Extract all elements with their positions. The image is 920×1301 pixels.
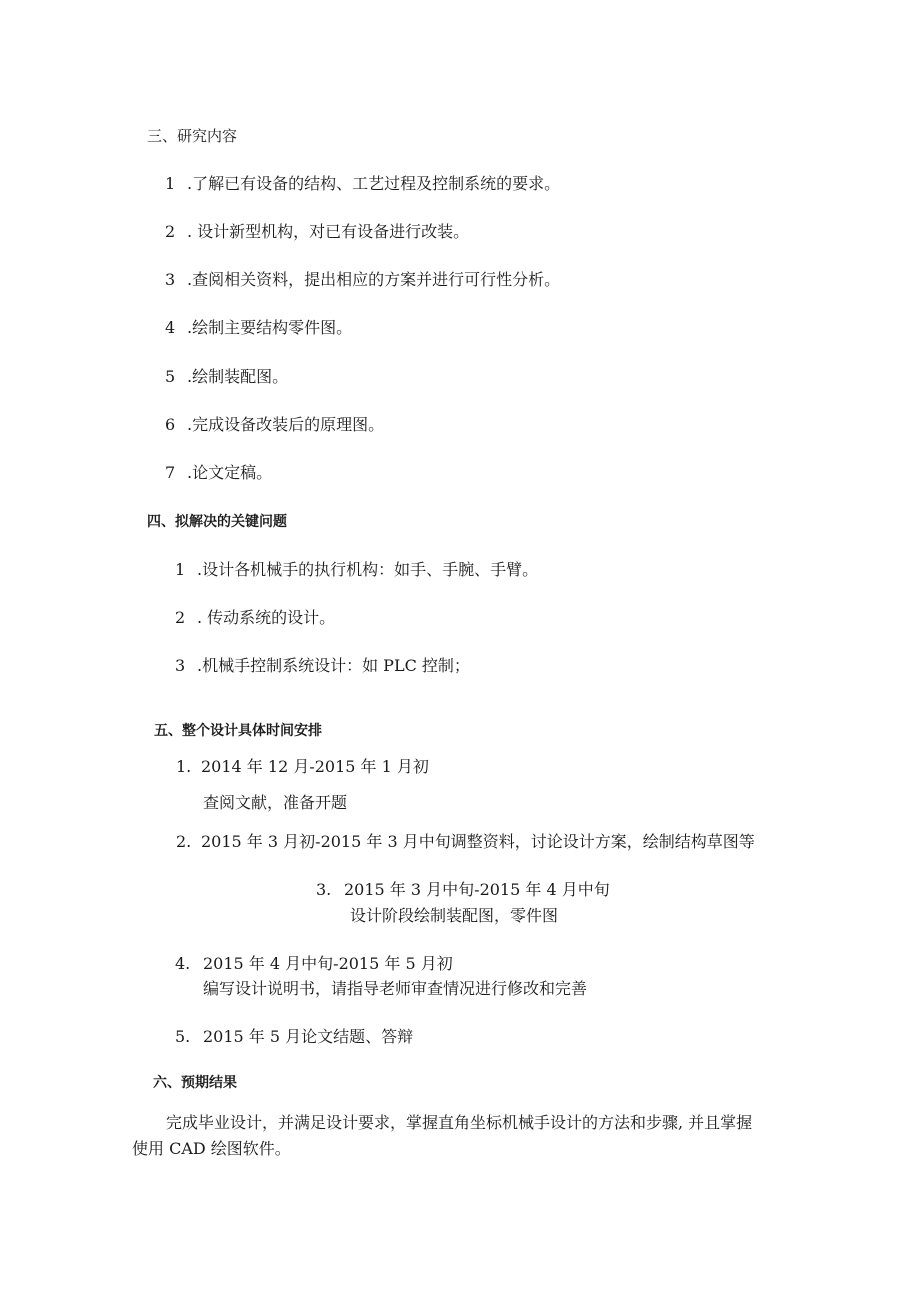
list-item — [165, 415, 384, 435]
list-item — [175, 656, 470, 676]
item-text: 2015 年 4 月中旬-2015 年 5 月初 — [203, 954, 453, 973]
section-6-heading: 六、预期结果 — [153, 1075, 237, 1091]
item-text: .查阅相关资料，提出相应的方案并进行可行性分析。 — [187, 270, 561, 289]
item-number: 1 — [175, 560, 186, 579]
schedule-item — [176, 757, 429, 777]
list-item — [165, 367, 288, 387]
item-text: .绘制装配图。 — [187, 367, 289, 386]
item-number: 2. — [176, 832, 192, 851]
item-number: 3. — [316, 880, 332, 899]
item-text: .设计各机械手的执行机构：如手、手腕、手臂。 — [197, 560, 539, 579]
schedule-item — [176, 832, 755, 852]
section-5-heading: 五、整个设计具体时间安排 — [154, 723, 322, 739]
item-number: 4 — [165, 318, 176, 337]
schedule-item — [316, 880, 610, 900]
item-number: 7 — [165, 463, 176, 482]
item-text: .论文定稿。 — [187, 463, 273, 482]
item-text: 2015 年 3 月中旬-2015 年 4 月中旬 — [344, 880, 610, 899]
item-number: 1 — [165, 174, 176, 193]
item-number: 5 — [165, 367, 176, 386]
item-text: 2015 年 5 月论文结题、答辩 — [203, 1027, 414, 1046]
list-item — [175, 608, 335, 628]
item-number: 1. — [176, 757, 192, 776]
item-number: 2 — [165, 222, 176, 241]
list-item — [165, 222, 469, 242]
item-text: . 传动系统的设计。 — [197, 608, 336, 627]
item-text: .完成设备改装后的原理图。 — [187, 415, 385, 434]
item-text: .绘制主要结构零件图。 — [187, 318, 353, 337]
schedule-item — [175, 954, 453, 974]
result-paragraph-line2: 使用 CAD 绘图软件。 — [132, 1139, 291, 1158]
item-number: 5. — [175, 1027, 191, 1046]
list-item — [175, 560, 538, 580]
item-number: 4. — [175, 954, 191, 973]
item-text: .了解已有设备的结构、工艺过程及控制系统的要求。 — [187, 174, 561, 193]
list-item — [165, 174, 560, 194]
item-number: 3 — [165, 270, 176, 289]
section-4-heading: 四、拟解决的关键问题 — [147, 514, 287, 530]
list-item — [165, 463, 272, 483]
item-text: 2015 年 3 月初-2015 年 3 月中旬调整资料，讨论设计方案，绘制结构草图等 — [201, 832, 755, 851]
list-item — [165, 270, 560, 290]
section-3-heading: 三、研究内容 — [147, 127, 238, 145]
schedule-item-detail: 编写设计说明书，请指导老师审查情况进行修改和完善 — [203, 979, 588, 998]
item-text: .机械手控制系统设计：如 PLC 控制； — [197, 656, 470, 675]
item-number: 6 — [165, 415, 176, 434]
list-item — [165, 318, 352, 338]
item-text: 2014 年 12 月-2015 年 1 月初 — [201, 757, 429, 776]
item-number: 3 — [175, 656, 186, 675]
item-number: 2 — [175, 608, 186, 627]
schedule-item-detail: 查阅文献，准备开题 — [203, 793, 348, 812]
item-text: . 设计新型机构，对已有设备进行改装。 — [187, 222, 470, 241]
result-paragraph-line1: 完成毕业设计，并满足设计要求，掌握直角坐标机械手设计的方法和步骤, 并且掌握 — [166, 1113, 753, 1132]
schedule-item-detail: 设计阶段绘制装配图，零件图 — [350, 906, 559, 925]
schedule-item — [175, 1027, 413, 1047]
